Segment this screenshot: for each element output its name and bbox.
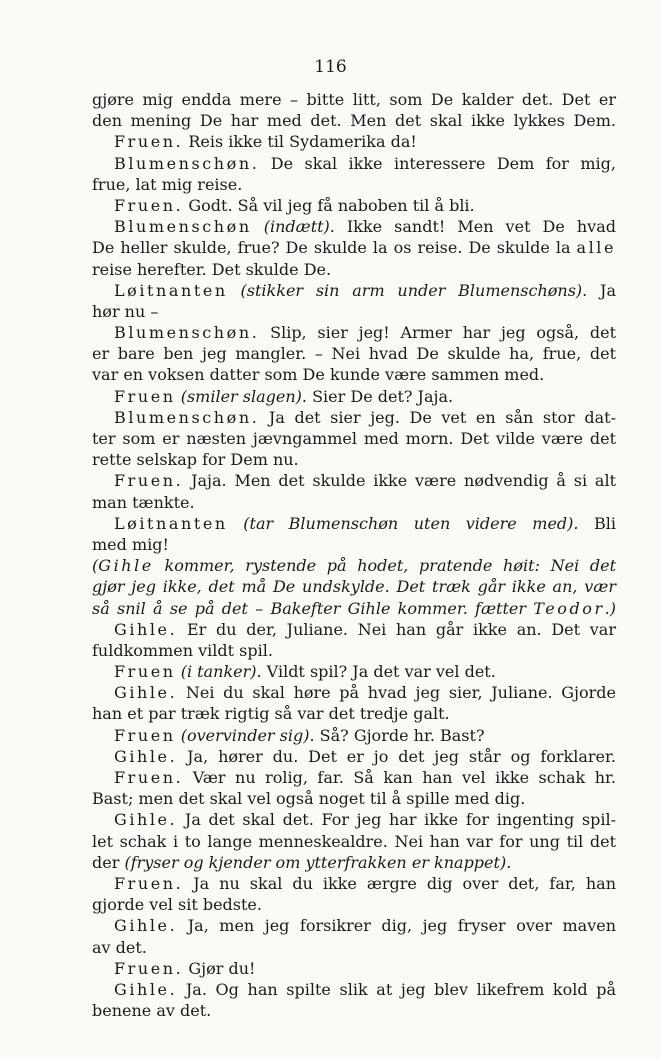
dialogue-text: Ja. Og han spilte slik at jeg blev likefrem kold på — [177, 979, 616, 999]
text-line — [92, 513, 616, 534]
text-line — [92, 195, 616, 216]
dialogue-text: Ikke sandt! Men vet De hvad — [334, 217, 617, 237]
dialogue-text: er bare ben jeg mangler. – Nei hvad De skulde ha, frue, det — [92, 344, 616, 364]
dialogue-text: let schak i to lange menneskealdre. Nei han var for ung til det — [92, 831, 616, 851]
dialogue-text: Ja nu skal du ikke ærgre dig over det, far, han — [183, 873, 616, 893]
dialogue-text: Jaja. Men det skulde ikke være nødvendig å si alt — [183, 471, 616, 491]
speaker-name: Gihle. — [114, 979, 178, 999]
dialogue-text: Bli — [578, 513, 616, 533]
text-line — [92, 89, 616, 110]
speaker-name: Gihle — [98, 556, 154, 576]
dialogue-text: Gjør du! — [183, 958, 256, 978]
speaker-name: Gihle. — [114, 619, 178, 639]
text-line — [92, 492, 616, 513]
dialogue-text: Nei du skal høre på hvad jeg sier, Juliane. Gjorde — [177, 683, 616, 703]
text-line — [92, 174, 616, 195]
dialogue-text: Vær nu rolig, far. Så kan han vel ikke schak hr. — [183, 768, 616, 787]
dialogue-text: rette selskap for Dem nu. — [92, 450, 299, 470]
text-line — [92, 958, 616, 979]
text-line — [92, 640, 616, 661]
text-line — [92, 979, 616, 1000]
dialogue-text: var en voksen datter som De kunde være sammen med. — [92, 365, 545, 385]
text-line — [92, 894, 616, 915]
speaker-name: Løitnanten — [114, 280, 228, 300]
speaker-name: Blumenschøn. — [114, 153, 260, 173]
speaker-name: Løitnanten — [114, 513, 228, 533]
dialogue-text: hør nu – — [92, 301, 159, 321]
dialogue-text: Ja, men jeg forsikrer dig, jeg fryser over maven — [177, 916, 616, 936]
speaker-name: Fruen. — [114, 873, 184, 893]
dialogue-text: Er du der, Juliane. Nei han går ikke an. Det var — [177, 619, 616, 639]
dialogue-text: frue, lat mig reise. — [92, 174, 243, 194]
text-line — [92, 937, 616, 958]
dialogue-text: den mening De har med det. Men det skal ikke lykkes Dem. — [92, 111, 616, 131]
dialogue-text: Reis ikke til Sydamerika da! — [183, 132, 417, 152]
text-line — [92, 598, 616, 619]
dialogue-text: Ja, hører du. Det er jo det jeg står og forklarer. — [177, 746, 616, 766]
dialogue-text: Sier De det? Jaja. — [307, 386, 454, 406]
speaker-name: Fruen. — [114, 768, 184, 787]
speaker-name: Gihle. — [114, 746, 178, 766]
text-line — [92, 831, 616, 852]
speaker-name: Fruen. — [114, 471, 184, 491]
speaker-name: Fruen. — [114, 132, 184, 152]
text-line — [92, 703, 616, 724]
text-line — [92, 216, 616, 237]
text-line — [92, 343, 616, 364]
stage-direction: kommer, rystende på hodet, pratende høit: Nei det — [153, 556, 616, 576]
stage-direction: så snil å se på det – Bakefter Gihle kommer. fætter — [92, 598, 534, 618]
text-line — [92, 767, 616, 788]
speaker-name: alle — [576, 238, 616, 258]
speaker-name: Fruen. — [114, 958, 184, 978]
dialogue-text: Vildt spil? Ja det var vel det. — [261, 662, 496, 682]
speaker-name: Fruen — [114, 725, 176, 745]
speaker-name: Gihle. — [114, 683, 178, 703]
text-line — [92, 153, 616, 174]
stage-direction: (fryser og kjender om ytterfrakken er knappet). — [124, 852, 512, 872]
dialogue-text: fuldkommen vildt spil. — [92, 640, 273, 660]
dialogue-text: ter som er næsten jævngammel med morn. Det vilde være det — [92, 429, 616, 448]
dialogue-text: Godt. Så vil jeg få naboben til å bli. — [183, 195, 475, 215]
text-line — [92, 555, 616, 576]
stage-direction: gjør jeg ikke, det må De undskylde. Det træk går ikke an, vær — [92, 577, 616, 597]
stage-direction: (tar Blumenschøn uten videre med). — [227, 513, 579, 533]
dialogue-text: Slip, sier jeg! Armer har jeg også, det — [259, 323, 616, 343]
text-line — [92, 386, 616, 407]
dialogue-text: der — [92, 852, 125, 872]
dialogue-text: av det. — [92, 937, 147, 957]
text-line — [92, 915, 616, 936]
text-line — [92, 534, 616, 555]
page-number: 116 — [314, 57, 347, 77]
dialogue-text: Så? Gjorde hr. Bast? — [314, 725, 485, 745]
dialogue-text: Ja — [587, 280, 616, 300]
text-line — [92, 449, 616, 470]
text-line — [92, 301, 616, 322]
text-line — [92, 809, 616, 830]
dialogue-text: Ja det skal det. For jeg har ikke for ingenting spil- — [177, 810, 616, 830]
dialogue-text: Bast; men det skal vel også noget til å spille med dig. — [92, 789, 526, 809]
stage-direction: (smiler slagen). — [175, 386, 307, 406]
dialogue-text: Ja det sier jeg. De vet en sån stor dat- — [259, 407, 616, 427]
speaker-name: Teodor — [533, 598, 605, 618]
speaker-name: Gihle. — [114, 916, 178, 936]
text-line — [92, 619, 616, 640]
speaker-name: Fruen — [114, 662, 176, 682]
dialogue-text: han et par træk rigtig så var det tredje galt. — [92, 704, 450, 724]
stage-direction: .) — [604, 598, 616, 618]
text-line — [92, 661, 616, 682]
text-line — [92, 682, 616, 703]
text-line — [92, 237, 616, 258]
dialogue-text: gjøre mig endda mere – bitte litt, som De kalder det. Det er — [92, 90, 616, 109]
text-line — [92, 1000, 616, 1021]
text-line — [92, 852, 616, 873]
text-line — [92, 873, 616, 894]
stage-direction: (overvinder sig). — [175, 725, 315, 745]
play-text — [92, 89, 616, 1021]
text-line — [92, 470, 616, 491]
dialogue-text: benene av det. — [92, 1001, 212, 1021]
stage-direction: ( — [92, 556, 99, 576]
text-line — [92, 322, 616, 343]
text-line — [92, 746, 616, 767]
speaker-name: Fruen. — [114, 195, 184, 215]
speaker-name: Blumenschøn — [114, 217, 252, 237]
text-line — [92, 576, 616, 597]
dialogue-text: gjorde vel sit bedste. — [92, 895, 262, 915]
stage-direction: (i tanker). — [175, 662, 262, 682]
text-line — [92, 407, 616, 428]
speaker-name: Fruen — [114, 386, 176, 406]
dialogue-text: reise herefter. Det skulde De. — [92, 259, 332, 279]
dialogue-text: man tænkte. — [92, 492, 195, 512]
text-line — [92, 725, 616, 746]
dialogue-text: De heller skulde, frue? De skulde la os reise. De skulde la — [92, 238, 577, 258]
stage-direction: (stikker sin arm under Blumenschøns). — [227, 280, 588, 300]
speaker-name: Blumenschøn. — [114, 407, 260, 427]
text-line — [92, 110, 616, 131]
dialogue-text: med mig! — [92, 534, 169, 554]
text-line — [92, 428, 616, 449]
dialogue-text: De skal ikke interessere Dem for mig, — [259, 153, 616, 173]
stage-direction: (indætt). — [251, 217, 335, 237]
speaker-name: Blumenschøn. — [114, 323, 260, 343]
text-line — [92, 131, 616, 152]
text-line — [92, 788, 616, 809]
text-line — [92, 280, 616, 301]
speaker-name: Gihle. — [114, 810, 178, 830]
text-line — [92, 259, 616, 280]
text-line — [92, 364, 616, 385]
